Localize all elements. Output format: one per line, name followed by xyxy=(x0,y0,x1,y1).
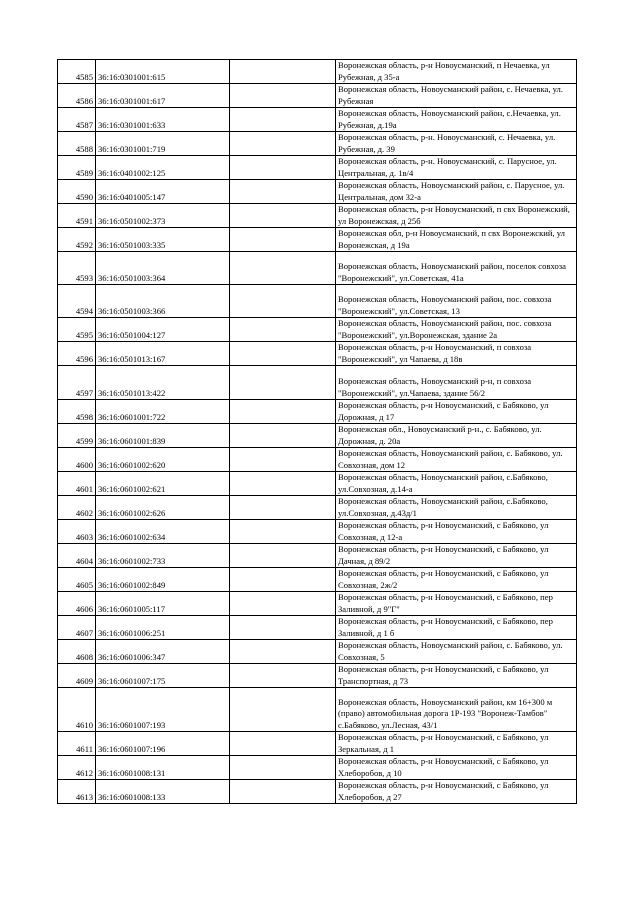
empty-cell xyxy=(230,780,336,804)
table-row xyxy=(58,318,577,342)
row-number: 4587 xyxy=(58,108,96,132)
table-row xyxy=(58,520,577,544)
cadastral-number: 36:16:0601002:626 xyxy=(96,496,230,520)
empty-cell xyxy=(230,568,336,592)
cadastral-number: 36:16:0601007:196 xyxy=(96,732,230,756)
address-cell: Воронежская область, р-н Новоусманский, с Бабяково, пер Заливной, д 9"Г" xyxy=(336,592,577,616)
address-cell: Воронежская область, Новоусманский район, с.Бабяково, ул.Совхозная, д.43д/1 xyxy=(336,496,577,520)
address-cell: Воронежская область, р-н Новоусманский, с Бабяково, ул Транспортная, д 73 xyxy=(336,664,577,688)
row-number: 4588 xyxy=(58,132,96,156)
table-row xyxy=(58,664,577,688)
empty-cell xyxy=(230,366,336,400)
table-row xyxy=(58,252,577,285)
empty-cell xyxy=(230,424,336,448)
row-number: 4613 xyxy=(58,780,96,804)
cadastral-number: 36:16:0301001:615 xyxy=(96,60,230,84)
row-number: 4604 xyxy=(58,544,96,568)
row-number: 4606 xyxy=(58,592,96,616)
row-number: 4590 xyxy=(58,180,96,204)
address-cell: Воронежская область, р-н Новоусманский, с Бабяково, ул Хлеборобов, д 27 xyxy=(336,780,577,804)
table-body xyxy=(58,60,577,804)
empty-cell xyxy=(230,285,336,318)
row-number: 4586 xyxy=(58,84,96,108)
empty-cell xyxy=(230,472,336,496)
cadastral-number: 36:16:0301001:633 xyxy=(96,108,230,132)
cadastral-number: 36:16:0601001:722 xyxy=(96,400,230,424)
table-row xyxy=(58,448,577,472)
empty-cell xyxy=(230,400,336,424)
cadastral-number: 36:16:0501002:373 xyxy=(96,204,230,228)
cadastral-number: 36:16:0601001:839 xyxy=(96,424,230,448)
cadastral-number: 36:16:0601007:175 xyxy=(96,664,230,688)
empty-cell xyxy=(230,520,336,544)
address-cell: Воронежская область, р-н Новоусманский, с Бабяково, ул Дорожная, д 17 xyxy=(336,400,577,424)
row-number: 4596 xyxy=(58,342,96,366)
row-number: 4594 xyxy=(58,285,96,318)
address-cell: Воронежская область, Новоусманский район, поселок совхоза "Воронежский", ул.Советская, 41а xyxy=(336,252,577,285)
row-number: 4601 xyxy=(58,472,96,496)
cadastral-number: 36:16:0601006:251 xyxy=(96,616,230,640)
table-row xyxy=(58,688,577,732)
address-cell: Воронежская область, р-н. Новоусманский, с. Парусное, ул. Центральная, д. 1в/4 xyxy=(336,156,577,180)
cadastral-number: 36:16:0601002:733 xyxy=(96,544,230,568)
empty-cell xyxy=(230,228,336,252)
empty-cell xyxy=(230,496,336,520)
empty-cell xyxy=(230,448,336,472)
table-row xyxy=(58,180,577,204)
empty-cell xyxy=(230,156,336,180)
table-row xyxy=(58,544,577,568)
row-number: 4610 xyxy=(58,688,96,732)
table-row xyxy=(58,640,577,664)
address-cell: Воронежская область, Новоусманский район, с.Нечаевка, ул. Рубежная, д.19а xyxy=(336,108,577,132)
empty-cell xyxy=(230,732,336,756)
row-number: 4600 xyxy=(58,448,96,472)
row-number: 4591 xyxy=(58,204,96,228)
address-cell: Воронежская область, р-н. Новоусманский, с. Нечаевка, ул. Рубежная, д. 39 xyxy=(336,132,577,156)
table-row xyxy=(58,84,577,108)
row-number: 4607 xyxy=(58,616,96,640)
cadastral-number: 36:16:0501003:364 xyxy=(96,252,230,285)
address-cell: Воронежская обл., Новоусманский р-н., с. Бабяково, ул. Дорожная, д. 20а xyxy=(336,424,577,448)
table-row xyxy=(58,496,577,520)
row-number: 4612 xyxy=(58,756,96,780)
address-cell: Воронежская область, Новоусманский район, пос. совхоза "Воронежский", ул.Воронежская, здание 2а xyxy=(336,318,577,342)
address-cell: Воронежская область, Новоусманский р-н, п совхоза "Воронежский", ул.Чапаева, здание 56/2 xyxy=(336,366,577,400)
table-row xyxy=(58,756,577,780)
empty-cell xyxy=(230,544,336,568)
address-cell: Воронежская область, р-н Новоусманский, п свх Воронежский, ул Воронежская, д 25б xyxy=(336,204,577,228)
cadastral-number: 36:16:0301001:617 xyxy=(96,84,230,108)
cadastral-number: 36:16:0501004:127 xyxy=(96,318,230,342)
address-cell: Воронежская обл, р-н Новоусманский, п свх Воронежский, ул Воронежская, д 19а xyxy=(336,228,577,252)
table-row xyxy=(58,616,577,640)
table-row xyxy=(58,156,577,180)
table-row xyxy=(58,60,577,84)
address-cell: Воронежская область, Новоусманский район, с. Парусное, ул. Центральная, дом 32-а xyxy=(336,180,577,204)
row-number: 4593 xyxy=(58,252,96,285)
cadastral-number: 36:16:0301001:719 xyxy=(96,132,230,156)
cadastral-number: 36:16:0501003:335 xyxy=(96,228,230,252)
table-row xyxy=(58,400,577,424)
empty-cell xyxy=(230,756,336,780)
cadastral-number: 36:16:0601007:193 xyxy=(96,688,230,732)
address-cell: Воронежская область, Новоусманский район, пос. совхоза "Воронежский", ул.Советская, 13 xyxy=(336,285,577,318)
row-number: 4603 xyxy=(58,520,96,544)
empty-cell xyxy=(230,688,336,732)
address-cell: Воронежская область, Новоусманский район, км 16+300 м (право) автомобильная дорога 1Р-193 "Воронеж-Тамбов" с.Бабяково, ул.Лесная, 43/1 xyxy=(336,688,577,732)
empty-cell xyxy=(230,60,336,84)
cadastral-number: 36:16:0601002:621 xyxy=(96,472,230,496)
empty-cell xyxy=(230,342,336,366)
empty-cell xyxy=(230,204,336,228)
empty-cell xyxy=(230,180,336,204)
table-row xyxy=(58,285,577,318)
address-cell: Воронежская область, Новоусманский район, с. Нечаевка, ул. Рубежная xyxy=(336,84,577,108)
row-number: 4608 xyxy=(58,640,96,664)
table-row xyxy=(58,342,577,366)
cadastral-number: 36:16:0601005:117 xyxy=(96,592,230,616)
address-cell: Воронежская область, Новоусманский район, с. Бабяково, ул. Совхозная, 5 xyxy=(336,640,577,664)
empty-cell xyxy=(230,132,336,156)
row-number: 4592 xyxy=(58,228,96,252)
address-cell: Воронежская область, Новоусманский район, с.Бабяково, ул.Совхозная, д.14-а xyxy=(336,472,577,496)
table-row xyxy=(58,204,577,228)
cadastral-number: 36:16:0601002:620 xyxy=(96,448,230,472)
empty-cell xyxy=(230,318,336,342)
address-table xyxy=(57,59,577,804)
cadastral-number: 36:16:0501013:422 xyxy=(96,366,230,400)
address-cell: Воронежская область, р-н Новоусманский, с Бабяково, пер Заливной, д 1 б xyxy=(336,616,577,640)
empty-cell xyxy=(230,84,336,108)
cadastral-number: 36:16:0401002:125 xyxy=(96,156,230,180)
cadastral-number: 36:16:0601008:133 xyxy=(96,780,230,804)
row-number: 4609 xyxy=(58,664,96,688)
empty-cell xyxy=(230,640,336,664)
address-cell: Воронежская область, р-н Новоусманский, с Бабяково, ул Совхозная, д 12-а xyxy=(336,520,577,544)
row-number: 4605 xyxy=(58,568,96,592)
address-cell: Воронежская область, р-н Новоусманский, с Бабяково, ул Зеркальная, д 1 xyxy=(336,732,577,756)
table-row xyxy=(58,732,577,756)
row-number: 4598 xyxy=(58,400,96,424)
row-number: 4611 xyxy=(58,732,96,756)
cadastral-number: 36:16:0601002:849 xyxy=(96,568,230,592)
table-row xyxy=(58,592,577,616)
row-number: 4595 xyxy=(58,318,96,342)
cadastral-number: 36:16:0401005:147 xyxy=(96,180,230,204)
table-row xyxy=(58,228,577,252)
table-row xyxy=(58,132,577,156)
empty-cell xyxy=(230,616,336,640)
empty-cell xyxy=(230,252,336,285)
table-row xyxy=(58,780,577,804)
address-cell: Воронежская область, р-н Новоусманский, с Бабяково, ул Совхозная, 2ж/2 xyxy=(336,568,577,592)
cadastral-number: 36:16:0601002:634 xyxy=(96,520,230,544)
table-row xyxy=(58,366,577,400)
cadastral-number: 36:16:0601006:347 xyxy=(96,640,230,664)
table-row xyxy=(58,568,577,592)
table-row xyxy=(58,472,577,496)
row-number: 4585 xyxy=(58,60,96,84)
address-cell: Воронежская область, р-н Новоусманский, с Бабяково, ул Дачная, д 89/2 xyxy=(336,544,577,568)
address-cell: Воронежская область, р-н Новоусманский, п совхоза "Воронежский", ул Чапаева, д 18в xyxy=(336,342,577,366)
cadastral-number: 36:16:0601008:131 xyxy=(96,756,230,780)
empty-cell xyxy=(230,592,336,616)
cadastral-number: 36:16:0501013:167 xyxy=(96,342,230,366)
table-row xyxy=(58,424,577,448)
row-number: 4602 xyxy=(58,496,96,520)
cadastral-number: 36:16:0501003:366 xyxy=(96,285,230,318)
row-number: 4589 xyxy=(58,156,96,180)
address-cell: Воронежская область, р-н Новоусманский, с Бабяково, ул Хлеборобов, д 10 xyxy=(336,756,577,780)
address-cell: Воронежская область, Новоусманский район, с. Бабяково, ул. Совхозная, дом 12 xyxy=(336,448,577,472)
empty-cell xyxy=(230,108,336,132)
row-number: 4597 xyxy=(58,366,96,400)
address-cell: Воронежская область, р-н Новоусманский, п Нечаевка, ул Рубежная, д 35-а xyxy=(336,60,577,84)
empty-cell xyxy=(230,664,336,688)
table-row xyxy=(58,108,577,132)
row-number: 4599 xyxy=(58,424,96,448)
